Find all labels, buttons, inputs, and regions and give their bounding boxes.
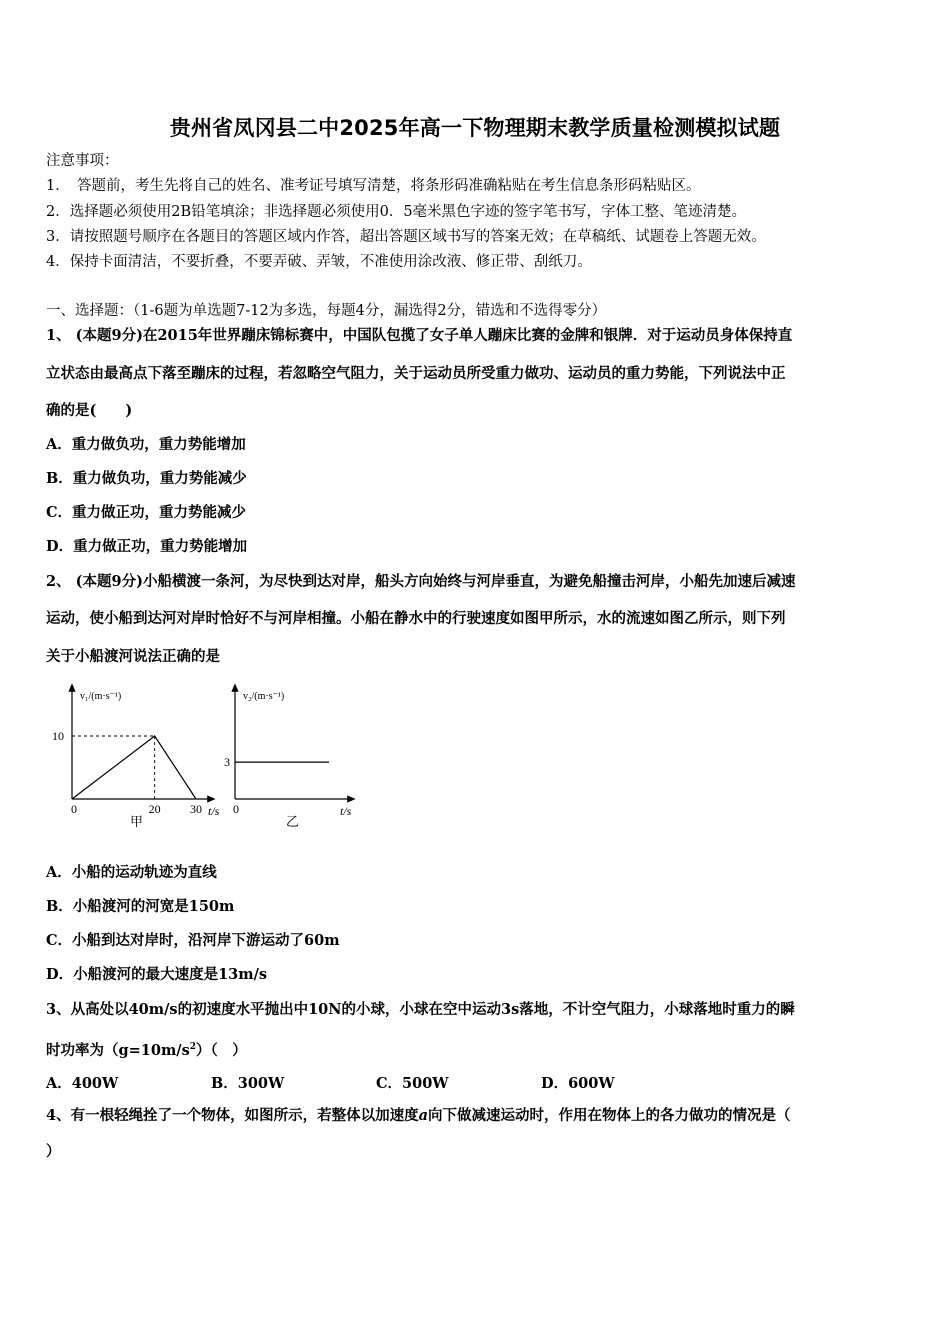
q1-line-3: 确的是( ) [46, 402, 133, 419]
chart-jia-xtick-30: 30 [190, 802, 202, 816]
q2-option-b: B．小船渡河的河宽是150m [46, 898, 235, 915]
q4-line-1 [46, 1107, 791, 1125]
chart-yi [224, 687, 352, 829]
q2-line-3: 关于小船渡河说法正确的是 [46, 648, 220, 665]
chart-jia-xtick-20: 20 [148, 802, 161, 816]
chart-yi-caption: 乙 [286, 814, 300, 829]
q2-option-d: D．小船渡河的最大速度是13m/s [46, 966, 268, 983]
chart-yi-ylabel: v₂/(m·s⁻¹) [243, 691, 285, 702]
q3-option-b: B．300W [211, 1075, 285, 1092]
section-heading: 一、选择题：（1-6题为单选题7-12为多选，每题4分，漏选得2分，错选和不选得零分） [46, 303, 607, 319]
q1-line-2: 立状态由最高点下落至蹦床的过程，若忽略空气阻力，关于运动员所受重力做功、运动员的重力势能，下列说法中正 [46, 365, 786, 382]
page-title: 贵州省凤冈县二中2025年高一下物理期末教学质量检测模拟试题 [169, 116, 781, 140]
q4-line-2: ） [46, 1143, 61, 1160]
chart-jia-series-line [72, 736, 196, 799]
chart-jia-xlabel: t/s [208, 804, 220, 818]
q3-superscript: 2 [189, 1042, 197, 1052]
q1-line-1: 1、 (本题9分)在2015年世界蹦床锦标赛中，中国队包揽了女子单人蹦床比赛的金牌和银牌．对于运动员身体保持直 [46, 327, 793, 344]
notice-item-4: 4．保持卡面清洁，不要折叠，不要弄破、弄皱，不准使用涂改液、修正带、刮纸刀。 [46, 254, 592, 270]
q2-line-1: 2、 (本题9分)小船横渡一条河，为尽快到达对岸，船头方向始终与河岸垂直，为避免船撞击河岸，小船先加速后减速 [46, 573, 796, 590]
notice-item-3: 3．请按照题号顺序在各题目的答题区域内作答，超出答题区域书写的答案无效；在草稿纸、试题卷上答题无效。 [46, 229, 766, 245]
q1-option-c: C．重力做正功，重力势能减少 [46, 504, 247, 521]
q3-option-d: D．600W [541, 1075, 615, 1092]
q2-figure [40, 682, 370, 832]
q2-line-2: 运动，使小船到达河对岸时恰好不与河岸相撞。小船在静水中的行驶速度如图甲所示，水的流速如图乙所示，则下列 [46, 610, 786, 627]
chart-yi-ytick-3: 3 [224, 755, 230, 770]
q1-option-b: B．重力做负功，重力势能减少 [46, 470, 247, 487]
notice-heading: 注意事项： [46, 153, 119, 169]
chart-yi-xlabel: t/s [340, 804, 352, 818]
chart-jia-xtick-0: 0 [71, 802, 77, 816]
q1-option-d: D．重力做正功，重力势能增加 [46, 538, 248, 555]
q3-option-c: C．500W [376, 1075, 449, 1092]
q2-option-c: C．小船到达对岸时，沿河岸下游运动了60m [46, 932, 340, 949]
q3-line-2-end: ）（ ） [196, 1041, 247, 1059]
notice-item-1: 1． 答题前，考生先将自己的姓名、准考证号填写清楚，将条形码准确粘贴在考生信息条形码粘贴区。 [46, 178, 701, 194]
notice-item-2: 2．选择题必须使用2B铅笔填涂；非选择题必须使用0．5毫米黑色字迹的签字笔书写，字体工整、笔迹清楚。 [46, 204, 747, 220]
chart-jia-caption: 甲 [130, 814, 144, 829]
q3-option-a: A．400W [46, 1075, 119, 1092]
chart-jia-ytick-10: 10 [52, 729, 64, 743]
q2-option-a: A．小船的运动轨迹为直线 [46, 864, 217, 881]
chart-yi-xtick-0: 0 [233, 802, 239, 816]
chart-jia [52, 687, 220, 829]
chart-jia-ylabel: v₁/(m·s⁻¹) [80, 691, 122, 702]
q1-option-a: A．重力做负功，重力势能增加 [46, 436, 246, 453]
q3-line-1: 3、从高处以40m/s的初速度水平抛出中10N的小球，小球在空中运动3s落地，不计空气阻力，小球落地时重力的瞬 [46, 1001, 795, 1018]
q4-line-1-text: 4、有一根轻绳拴了一个物体，如图所示，若整体以加速度 [46, 1107, 419, 1124]
q4-line-1-end: 向下做减速运动时，作用在物体上的各力做功的情况是（ [428, 1107, 791, 1124]
q3-line-2-text: 时功率为（g=10m/s [46, 1041, 190, 1059]
q3-line-2 [46, 1038, 247, 1060]
q4-variable-a: a [418, 1107, 428, 1124]
